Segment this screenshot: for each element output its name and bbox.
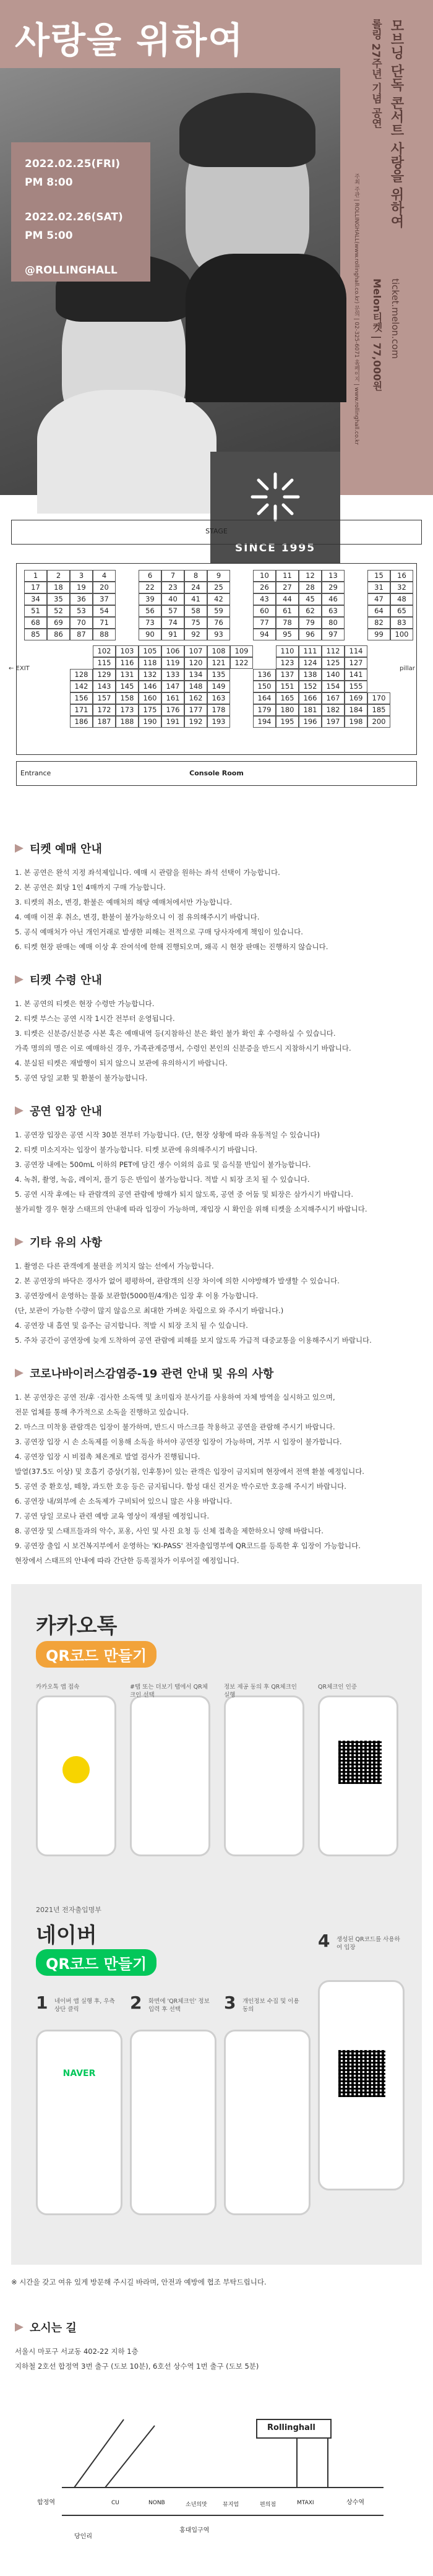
section-heading: 티켓 수령 안내	[30, 974, 102, 987]
seat-62: 62	[299, 605, 322, 617]
seat-145: 145	[116, 681, 139, 692]
seat-175: 175	[139, 704, 161, 716]
seat-154: 154	[322, 681, 345, 692]
seat-178: 178	[207, 704, 230, 716]
seat-142: 142	[70, 681, 93, 692]
artist-right-hair	[179, 93, 315, 167]
seat-151: 151	[276, 681, 299, 692]
entrance-label: Entrance	[20, 769, 51, 777]
notice-sections	[15, 823, 423, 1568]
map-label-sangsu: 상수역	[346, 2499, 364, 2506]
seat-169: 169	[345, 692, 367, 704]
notice-item: 전문 업체를 통해 추가적으로 소독을 진행하고 있습니다.	[15, 1408, 189, 1416]
seat-162: 162	[184, 692, 207, 704]
notice-item: 1. 본 공연의 티켓은 현장 수령만 가능합니다.	[15, 999, 155, 1008]
arrow-icon	[15, 1369, 24, 1377]
seat-115: 115	[93, 657, 116, 669]
seat-88: 88	[93, 629, 116, 640]
notice-item: 2. 본 공연장의 바닥은 경사가 없어 평평하여, 관람객의 신장 차이에 의한 시야방해가 발생할 수 있습니다.	[15, 1277, 340, 1285]
seat-32: 32	[390, 582, 413, 593]
seat-15: 15	[367, 570, 390, 582]
notice-item: 발열(37.5도 이상) 및 호흡기 증상(기침, 인후통)이 있는 관객은 입장이 금지되며 현장에서 전액 환불 예정입니다.	[15, 1467, 364, 1476]
notice-item: 5. 공식 예매처가 아닌 개인거래로 발생한 피해는 전적으로 구매 당사자에게 책임이 있습니다.	[15, 928, 303, 936]
notice-item: 6. 공연장 내/외부에 손 소독제가 구비되어 있으니 많은 사용 바랍니다.	[15, 1497, 233, 1506]
seat-48: 48	[390, 593, 413, 605]
seat-149: 149	[207, 681, 230, 692]
seat-190: 190	[139, 716, 161, 728]
seat-65: 65	[390, 605, 413, 617]
seat-105: 105	[139, 645, 161, 657]
map-block-4: 뮤지엄	[223, 2502, 239, 2508]
notice-ticket-booking	[15, 840, 423, 954]
naver-step-2-number: 2	[130, 1992, 142, 2013]
seat-19: 19	[70, 582, 93, 593]
seat-200: 200	[367, 716, 390, 728]
notice-item: 4. 분실된 티켓은 재발행이 되지 않으니 보관에 유의하시기 바랍니다.	[15, 1059, 228, 1067]
seat-74: 74	[161, 617, 184, 629]
seat-118: 118	[139, 657, 161, 669]
seat-2: 2	[47, 570, 70, 582]
seat-185: 185	[367, 704, 390, 716]
kakao-app-icon	[62, 1756, 90, 1783]
seat-186: 186	[70, 716, 93, 728]
kakao-subtitle: QR코드 만들기	[36, 1641, 156, 1668]
artist-left-body	[37, 390, 216, 514]
notice-item: 3. 공연장 내에는 500mL 이하의 PET에 담긴 생수 이외의 음료 및 음식물 반입이 불가능합니다.	[15, 1160, 311, 1169]
footnote: ※ 시간을 갖고 여유 있게 방문해 주시길 바라며, 안전과 예방에 협조 부탁드립니다.	[11, 2278, 267, 2286]
seat-47: 47	[367, 593, 390, 605]
exit-label: ← EXIT	[9, 665, 30, 672]
seat-166: 166	[299, 692, 322, 704]
seat-75: 75	[184, 617, 207, 629]
seat-106: 106	[161, 645, 184, 657]
seat-34: 34	[24, 593, 47, 605]
seat-4: 4	[93, 570, 116, 582]
seat-61: 61	[276, 605, 299, 617]
seat-45: 45	[299, 593, 322, 605]
seat-124: 124	[299, 657, 322, 669]
seat-99: 99	[367, 629, 390, 640]
kakao-phone-4	[318, 1695, 398, 1856]
map-block-5: 편의점	[260, 2502, 277, 2508]
seat-147: 147	[161, 681, 184, 692]
notice-item: (단, 보관이 가능한 수량이 많지 않음으로 최대한 가벼운 차림으로 와 주시기 바랍니다.)	[15, 1306, 284, 1315]
map-label-danginri: 당인리	[74, 2533, 92, 2540]
seat-12: 12	[299, 570, 322, 582]
seat-44: 44	[276, 593, 299, 605]
seat-188: 188	[116, 716, 139, 728]
seat-176: 176	[161, 704, 184, 716]
seat-165: 165	[276, 692, 299, 704]
console-room-label: Console Room	[189, 769, 244, 777]
notice-item: 가족 명의의 명은 이로 예매하신 경우, 가족관계증명서, 수령인 본인의 신분증을 반드시 지참하시기 바랍니다.	[15, 1044, 351, 1053]
seat-map	[11, 520, 422, 811]
notice-item: 2. 티켓 부스는 공연 시작 1시간 전부터 운영됩니다.	[15, 1014, 175, 1023]
seat-193: 193	[207, 716, 230, 728]
seat-184: 184	[345, 704, 367, 716]
seat-134: 134	[184, 669, 207, 681]
vertical-sub: 롤링 27주년 기념 공연	[369, 19, 382, 129]
kakao-phone-3	[224, 1695, 304, 1856]
seat-23: 23	[161, 582, 184, 593]
section-heading: 티켓 예매 안내	[30, 843, 102, 856]
seat-63: 63	[322, 605, 345, 617]
notice-item: 5. 공연 시작 후에는 타 관람객의 공연 관람에 방해가 되지 않도록, 공연 중 어둠 및 퇴장은 삼가시기 바랍니다.	[15, 1190, 354, 1199]
seat-195: 195	[276, 716, 299, 728]
seat-182: 182	[322, 704, 345, 716]
pillar-label: pillar	[400, 665, 415, 672]
seat-198: 198	[345, 716, 367, 728]
seat-143: 143	[93, 681, 116, 692]
seat-37: 37	[93, 593, 116, 605]
section-heading: 코로나바이러스감염증-19 관련 안내 및 유의 사항	[30, 1368, 274, 1381]
seat-85: 85	[24, 629, 47, 640]
seat-197: 197	[322, 716, 345, 728]
seat-35: 35	[47, 593, 70, 605]
notice-item: 불가피할 경우 현장 스태프의 안내에 따라 입장이 가능하며, 재입장 시 확인을 위해 티켓을 소지해주시기 바랍니다.	[15, 1205, 367, 1213]
notice-item: 5. 공연 중 환호성, 떼창, 과도한 호응 등은 금지됩니다. 함성 대신 진거운 박수로만 호응해 주시기 바랍니다.	[15, 1482, 346, 1491]
seat-31: 31	[367, 582, 390, 593]
time-2: PM 5:00	[25, 230, 73, 242]
kakao-step-4-caption: QR체크인 인증	[318, 1684, 357, 1691]
seat-110: 110	[276, 645, 299, 657]
naver-subtitle: QR코드 만들기	[36, 1949, 156, 1976]
notice-item: 3. 공연장에서 운영하는 물품 보관함(5000원/4개)은 입장 후 이용 가능합니다.	[15, 1291, 259, 1300]
seat-94: 94	[253, 629, 276, 640]
seat-24: 24	[184, 582, 207, 593]
naver-label: 2021년 전자출입명부	[36, 1906, 101, 1914]
seat-161: 161	[161, 692, 184, 704]
seat-52: 52	[47, 605, 70, 617]
artist-right-body	[186, 254, 346, 402]
time-1: PM 8:00	[25, 176, 73, 189]
seat-73: 73	[139, 617, 161, 629]
seat-20: 20	[93, 582, 116, 593]
qr-code-icon	[338, 1741, 382, 1784]
notice-covid	[15, 1365, 423, 1568]
seat-70: 70	[70, 617, 93, 629]
seat-163: 163	[207, 692, 230, 704]
seat-68: 68	[24, 617, 47, 629]
seat-194: 194	[253, 716, 276, 728]
seat-80: 80	[322, 617, 345, 629]
seat-152: 152	[299, 681, 322, 692]
notice-item: 3. 티켓은 신분증/신분증 사본 혹은 예매내역 등(지참하신 분은 확인 불가 확인 후 수령하실 수 있습니다.	[15, 1029, 336, 1038]
seat-150: 150	[253, 681, 276, 692]
seat-107: 107	[184, 645, 207, 657]
notice-item: 4. 예매 이전 후 취소, 변경, 환불이 불가능하오니 이 점 유의해주시기 바랍니다.	[15, 913, 260, 921]
seat-112: 112	[322, 645, 345, 657]
seat-140: 140	[322, 669, 345, 681]
naver-step-1-caption: 네이버 앱 실행 후, 우측상단 클릭	[54, 1998, 115, 2013]
section-heading: 오시는 길	[30, 2322, 77, 2335]
seat-1: 1	[24, 570, 47, 582]
seat-58: 58	[184, 605, 207, 617]
seat-83: 83	[390, 617, 413, 629]
seat-7: 7	[161, 570, 184, 582]
notice-item: 1. 공연장 입장은 공연 시작 30분 전부터 가능합니다. (단, 현장 상황에 따라 유동적일 수 있습니다)	[15, 1131, 320, 1139]
seat-60: 60	[253, 605, 276, 617]
seat-125: 125	[322, 657, 345, 669]
seat-36: 36	[70, 593, 93, 605]
seat-102: 102	[93, 645, 116, 657]
seat-132: 132	[139, 669, 161, 681]
map-block-1: CU	[111, 2500, 119, 2506]
star-logo-icon	[247, 469, 303, 525]
naver-phone-2	[130, 2030, 216, 2215]
seat-114: 114	[345, 645, 367, 657]
naver-phone-4	[318, 1980, 405, 2190]
kakao-step-3-caption: 정보 제공 동의 후 QR체크인 실행	[224, 1684, 297, 1699]
qr-code-icon	[338, 2050, 385, 2097]
seat-116: 116	[116, 657, 139, 669]
notice-entry	[15, 1103, 423, 1217]
seat-10: 10	[253, 570, 276, 582]
concert-title: 사랑을 위하여	[15, 19, 244, 61]
naver-brand: NAVER	[62, 2069, 96, 2078]
address: 서울시 마포구 서교동 402-22 지하 1층	[15, 2347, 139, 2356]
naver-step-3-number: 3	[224, 1992, 236, 2013]
seat-170: 170	[367, 692, 390, 704]
vertical-credits: 주최 주관 | ROLLINGHALL(www.rollinghall.co.kr) 문의 | 02-325-6071 홈페이지 | www.rollinghall.co.kr	[353, 173, 359, 445]
notice-item: 3. 티켓의 취소, 변경, 환불은 예매처의 해당 예매처에서만 가능합니다.	[15, 898, 233, 907]
seat-64: 64	[367, 605, 390, 617]
arrow-icon	[15, 975, 24, 984]
seat-158: 158	[116, 692, 139, 704]
notice-item: 4. 공연장 내 흡연 및 음주는 금지합니다. 적발 시 퇴장 조치 될 수 있습니다.	[15, 1321, 248, 1330]
seat-76: 76	[207, 617, 230, 629]
seat-100: 100	[390, 629, 413, 640]
kakao-title: 카카오톡	[36, 1614, 118, 1639]
seat-79: 79	[299, 617, 322, 629]
seat-103: 103	[116, 645, 139, 657]
vertical-ticket: Melon티켓 | 77,000원	[371, 278, 383, 391]
seat-187: 187	[93, 716, 116, 728]
seat-96: 96	[299, 629, 322, 640]
seat-91: 91	[161, 629, 184, 640]
seat-146: 146	[139, 681, 161, 692]
seat-43: 43	[253, 593, 276, 605]
seat-138: 138	[299, 669, 322, 681]
seat-71: 71	[93, 617, 116, 629]
seat-86: 86	[47, 629, 70, 640]
vertical-title: 모브닝 단독 콘서트 사랑을 위하여	[388, 19, 404, 228]
seat-40: 40	[161, 593, 184, 605]
seat-171: 171	[70, 704, 93, 716]
arrow-icon	[15, 1238, 24, 1246]
naver-title: 네이버	[36, 1923, 97, 1948]
kakao-phone-2	[130, 1695, 210, 1856]
seat-123: 123	[276, 657, 299, 669]
seat-135: 135	[207, 669, 230, 681]
kakao-phone-1	[36, 1695, 116, 1856]
subway-info: 지하철 2호선 합정역 3번 출구 (도보 10분), 6호선 상수역 1번 출구 (도보 5분)	[15, 2362, 259, 2371]
seat-42: 42	[207, 593, 230, 605]
seat-11: 11	[276, 570, 299, 582]
seat-27: 27	[276, 582, 299, 593]
map-block-2: NONB	[148, 2500, 165, 2506]
notice-item: 2. 티켓 미소지자는 입장이 불가능합니다. 티켓 보관에 유의해주시기 바랍니다.	[15, 1145, 257, 1154]
map-label-hongdae: 홍대입구역	[179, 2527, 210, 2534]
arrow-icon	[15, 1106, 24, 1115]
arrow-icon	[15, 844, 24, 853]
vertical-ticket-site: ticket.melon.com	[390, 278, 401, 359]
seat-173: 173	[116, 704, 139, 716]
seat-181: 181	[299, 704, 322, 716]
seat-53: 53	[70, 605, 93, 617]
seat-141: 141	[345, 669, 367, 681]
kakao-step-1-caption: 카카오톡 앱 접속	[36, 1684, 80, 1691]
seat-191: 191	[161, 716, 184, 728]
notice-item: 3. 공연장 입장 시 손 소독제를 이용해 소독을 하셔야 공연장 입장이 가능하며, 거부 시 입장이 불가합니다.	[15, 1437, 342, 1446]
seat-155: 155	[345, 681, 367, 692]
venue-handle: @ROLLINGHALL	[25, 264, 118, 277]
seat-121: 121	[207, 657, 230, 669]
seat-39: 39	[139, 593, 161, 605]
seat-82: 82	[367, 617, 390, 629]
seat-128: 128	[70, 669, 93, 681]
seat-164: 164	[253, 692, 276, 704]
seat-17: 17	[24, 582, 47, 593]
notice-etc	[15, 1234, 423, 1348]
directions-section	[15, 2302, 423, 2374]
seat-16: 16	[390, 570, 413, 582]
naver-phone-1	[36, 2030, 122, 2215]
notice-item: 9. 공연장 출입 시 보건복지부에서 운영하는 'KI-PASS' 전자출입명부에 QR코드를 등록한 후 입장이 가능합니다.	[15, 1541, 361, 1550]
since-label: SINCE 1995	[234, 542, 316, 554]
naver-step-2-caption: 화면에 'QR체크인' 정보 입력 후 선택	[148, 1998, 210, 2013]
notice-item: 8. 공연장 및 스태프들과의 악수, 포옹, 사인 및 사진 요청 등 신체 접촉을 제한하오니 양해 바랍니다.	[15, 1527, 324, 1535]
naver-step-1-number: 1	[36, 1992, 48, 2013]
notice-item: 5. 공연 당일 교환 및 환불이 불가능합니다.	[15, 1074, 148, 1082]
seat-137: 137	[276, 669, 299, 681]
seat-148: 148	[184, 681, 207, 692]
seat-51: 51	[24, 605, 47, 617]
stage-label: STAGE	[11, 520, 422, 545]
notice-item: 5. 주차 공간이 공연장에 늦게 도착하여 공연 관람에 피해를 보지 않도록 가급적 대중교통을 이용해주시기 바랍니다.	[15, 1336, 372, 1345]
seat-93: 93	[207, 629, 230, 640]
seat-119: 119	[161, 657, 184, 669]
seat-8: 8	[184, 570, 207, 582]
map-label-hapjeong: 합정역	[37, 2499, 55, 2506]
seat-28: 28	[299, 582, 322, 593]
seat-133: 133	[161, 669, 184, 681]
notice-item: 6. 티켓 현장 판매는 예매 이상 후 잔여석에 한해 진행되오며, 왜곡 시 현장 판매는 진행하지 않습니다.	[15, 942, 328, 951]
seat-157: 157	[93, 692, 116, 704]
location-map	[37, 2407, 384, 2562]
seat-46: 46	[322, 593, 345, 605]
kakao-step-2-caption: #탭 또는 더보기 탭에서 QR체크인 선택	[130, 1684, 208, 1699]
seat-6: 6	[139, 570, 161, 582]
notice-item: 7. 공연 당일 코로나 관련 예방 교육 영상이 재생될 예정입니다.	[15, 1512, 210, 1520]
seat-87: 87	[70, 629, 93, 640]
notice-item: 1. 본 공연은 완석 지정 좌석제입니다. 예매 시 관람을 원하는 좌석 선택이 가능합니다.	[15, 868, 280, 877]
seat-69: 69	[47, 617, 70, 629]
console-area	[16, 761, 417, 786]
notice-item: 2. 마스크 미착용 관람객은 입장이 불가하며, 반드시 마스크를 착용하고 공연을 관람해 주시기 바랍니다.	[15, 1423, 335, 1431]
seat-129: 129	[93, 669, 116, 681]
seat-136: 136	[253, 669, 276, 681]
seat-95: 95	[276, 629, 299, 640]
naver-step-3-caption: 개인정보 수집 및 이용 동의	[242, 1998, 299, 2013]
seat-29: 29	[322, 582, 345, 593]
naver-phone-3	[224, 2030, 311, 2215]
seat-131: 131	[116, 669, 139, 681]
map-block-3: 소년의맛	[186, 2502, 207, 2508]
seat-179: 179	[253, 704, 276, 716]
seat-13: 13	[322, 570, 345, 582]
seat-120: 120	[184, 657, 207, 669]
date-info-box	[11, 142, 150, 282]
venue-marker: Rollinghall	[267, 2423, 315, 2432]
seat-78: 78	[276, 617, 299, 629]
map-block-6: MTAXI	[297, 2500, 314, 2506]
seat-172: 172	[93, 704, 116, 716]
section-heading: 공연 입장 안내	[30, 1105, 102, 1118]
seat-41: 41	[184, 593, 207, 605]
seat-56: 56	[139, 605, 161, 617]
notice-item: 1. 본 공연장은 공연 전/후 ·검사한 소독액 및 초미립자 분사기를 사용하여 자체 방역을 실시하고 있으며,	[15, 1393, 335, 1402]
seat-122: 122	[230, 657, 253, 669]
seat-25: 25	[207, 582, 230, 593]
naver-step-4-caption: 생성된 QR코드를 사용하여 입장	[337, 1936, 400, 1951]
seat-97: 97	[322, 629, 345, 640]
seat-109: 109	[230, 645, 253, 657]
notice-item: 4. 녹취, 촬영, 녹음, 레이저, 플기 등은 반입이 불가능합니다. 적발 시 퇴장 조치 될 수 있습니다.	[15, 1175, 310, 1184]
notice-item: 2. 본 공연은 회당 1인 4매까지 구매 가능합니다.	[15, 883, 166, 892]
seat-196: 196	[299, 716, 322, 728]
seat-54: 54	[93, 605, 116, 617]
seat-59: 59	[207, 605, 230, 617]
notice-item: 1. 촬영은 다른 관객에게 불편을 끼치지 않는 선에서 가능합니다.	[15, 1262, 214, 1270]
seat-160: 160	[139, 692, 161, 704]
seat-92: 92	[184, 629, 207, 640]
seat-22: 22	[139, 582, 161, 593]
seat-127: 127	[345, 657, 367, 669]
seat-192: 192	[184, 716, 207, 728]
seat-90: 90	[139, 629, 161, 640]
seat-77: 77	[253, 617, 276, 629]
notice-item: 현장에서 스태프의 안내에 따라 간단한 등록절차가 이루어질 예정입니다.	[15, 1556, 239, 1565]
date-1: 2022.02.25(FRI)	[25, 158, 121, 170]
seat-156: 156	[70, 692, 93, 704]
arrow-icon	[15, 2323, 24, 2332]
naver-step-4-number: 4	[318, 1931, 330, 1951]
notice-item: 4. 공연장 입장 시 비접촉 체온계로 발열 검사가 진행됩니다.	[15, 1452, 200, 1461]
seat-180: 180	[276, 704, 299, 716]
seat-9: 9	[207, 570, 230, 582]
seat-167: 167	[322, 692, 345, 704]
seat-108: 108	[207, 645, 230, 657]
seat-18: 18	[47, 582, 70, 593]
seat-57: 57	[161, 605, 184, 617]
date-2: 2022.02.26(SAT)	[25, 211, 123, 223]
section-heading: 기타 유의 사항	[30, 1236, 102, 1249]
seat-111: 111	[299, 645, 322, 657]
notice-ticket-pickup	[15, 971, 423, 1085]
qr-guide-panel	[11, 1584, 422, 2265]
seat-grid	[16, 563, 417, 755]
seat-177: 177	[184, 704, 207, 716]
seat-3: 3	[70, 570, 93, 582]
seat-26: 26	[253, 582, 276, 593]
